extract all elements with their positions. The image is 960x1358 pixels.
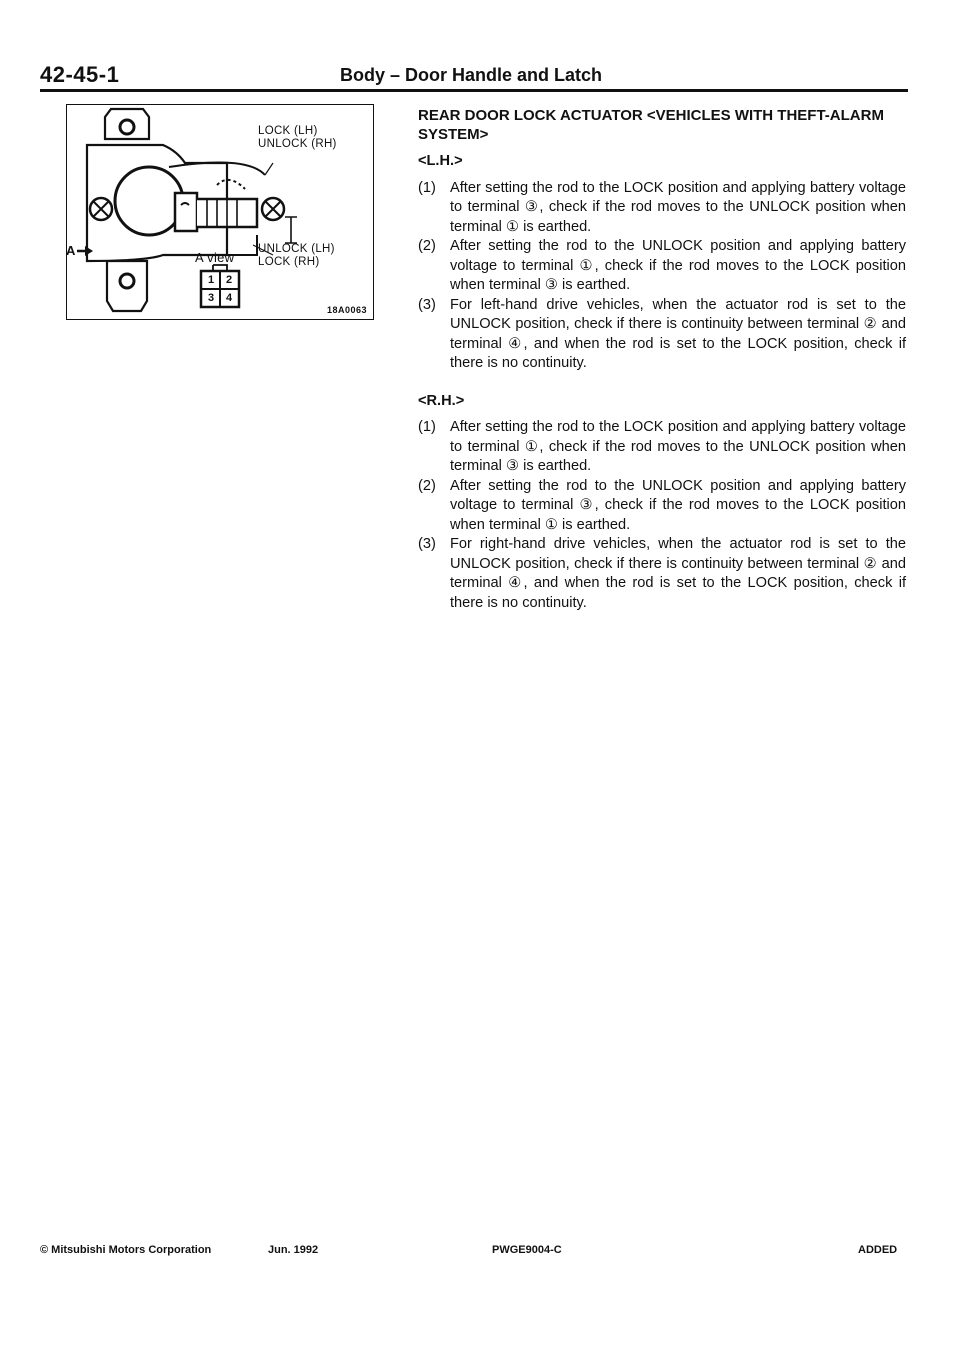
label-a-view: A view <box>195 250 235 265</box>
lh-steps <box>418 179 906 374</box>
page-title: Body – Door Handle and Latch <box>340 65 603 85</box>
label-unlock-rh: UNLOCK (RH) <box>258 138 337 150</box>
footer-doc-code: PWGE9004-C <box>492 1244 562 1256</box>
label-unlock-lh: UNLOCK (LH) <box>258 243 335 255</box>
lh-step <box>418 179 906 238</box>
step-number: (3) <box>418 536 436 552</box>
label-lock-lh: LOCK (LH) <box>258 125 318 137</box>
step-text: After setting the rod to the UNLOCK position and applying battery voltage to terminal ③, check if the rod moves to the LOCK position when terminal ① is earthed. <box>450 477 906 533</box>
page-number: 42-45-1 <box>40 62 120 87</box>
step-text: After setting the rod to the LOCK position and applying battery voltage to terminal ③, check if the rod moves to the UNLOCK position when terminal ① is earthed. <box>450 179 906 235</box>
connector-pin-4: 4 <box>226 292 233 304</box>
header-rule <box>40 89 908 92</box>
step-text: After setting the rod to the LOCK position and applying battery voltage to terminal ①, check if the rod moves to the UNLOCK position when terminal ③ is earthed. <box>450 419 906 474</box>
lh-step <box>418 237 906 296</box>
page-header <box>40 58 908 90</box>
connector-pin-1: 1 <box>208 274 215 286</box>
footer-copyright: © Mitsubishi Motors Corporation <box>40 1244 212 1256</box>
footer-date: Jun. 1992 <box>268 1244 319 1256</box>
connector-pin-3: 3 <box>208 292 215 304</box>
step-text: For left-hand drive vehicles, when the actuator rod is set to the UNLOCK position, check if there is continuity between terminal ② and terminal ④, and when the rod is set to the LOCK position, check if there is no continuity. <box>450 296 906 371</box>
procedure-content <box>418 106 906 613</box>
lh-heading: <L.H.> <box>418 153 463 169</box>
rh-step <box>418 535 906 613</box>
step-text: For right-hand drive vehicles, when the actuator rod is set to the UNLOCK position, check if there is continuity between terminal ② and terminal ④, and when the rod is set to the LOCK position, check if there is no continuity. <box>450 536 906 611</box>
actuator-figure <box>66 104 374 320</box>
footer-status: ADDED <box>858 1244 898 1256</box>
section-title: REAR DOOR LOCK ACTUATOR <VEHICLES WITH THEFT-ALARM SYSTEM> <box>418 107 884 143</box>
rh-step <box>418 477 906 536</box>
figure-code: 18A0063 <box>326 305 367 315</box>
step-number: (1) <box>418 419 436 435</box>
label-lock-rh: LOCK (RH) <box>258 256 320 268</box>
lh-step <box>418 296 906 374</box>
arrow-a-label: A <box>66 243 76 258</box>
step-number: (3) <box>418 296 436 313</box>
rh-heading: <R.H.> <box>418 392 465 409</box>
rh-steps <box>418 418 906 613</box>
step-number: (1) <box>418 179 436 196</box>
rh-step <box>418 418 906 477</box>
step-text: After setting the rod to the UNLOCK position and applying battery voltage to terminal ①, check if the rod moves to the LOCK position when terminal ③ is earthed. <box>450 238 906 293</box>
step-number: (2) <box>418 238 436 254</box>
step-number: (2) <box>418 477 436 494</box>
connector-pin-2: 2 <box>226 274 233 286</box>
